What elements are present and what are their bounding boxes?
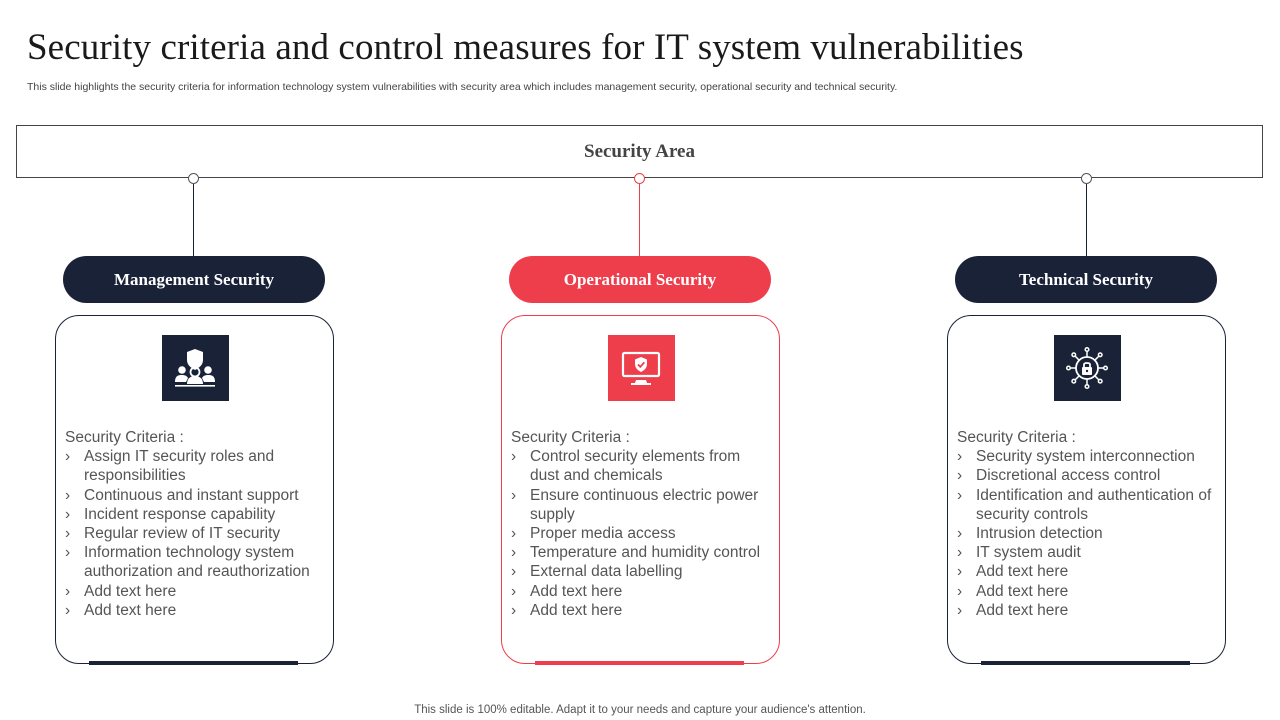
slide-subtitle: This slide highlights the security criteria for information technology system vulnerabilities with security area which includes management security, operational security and technical security. — [27, 81, 898, 93]
management-security-heading-text: Management Security — [113, 269, 275, 289]
connector-dot-operational — [634, 173, 645, 184]
connector-dot-management — [188, 173, 199, 184]
list-item: › Temperature and humidity control — [511, 543, 771, 562]
card-accent-bar — [535, 661, 744, 665]
card-accent-bar — [981, 661, 1190, 665]
list-item: › Add text here — [957, 562, 1217, 581]
list-item: › External data labelling — [511, 562, 771, 581]
management-security-heading — [63, 256, 325, 303]
technical-security-heading-text: Technical Security — [1019, 269, 1153, 289]
card-accent-bar — [89, 661, 298, 665]
slide-title: Security criteria and control measures for IT system vulnerabilities — [27, 27, 1024, 68]
list-item: › Add text here — [957, 601, 1217, 620]
list-item: › Add text here — [65, 601, 325, 620]
slide-footer: This slide is 100% editable. Adapt it to your needs and capture your audience's attention. — [414, 704, 866, 716]
connector-line-technical — [1086, 184, 1087, 256]
list-item: › Control security elements from dust and chemicals — [511, 447, 771, 485]
list-item: › Incident response capability — [65, 505, 325, 524]
technical-criteria — [957, 428, 1217, 620]
connector-dot-technical — [1081, 173, 1092, 184]
criteria-label: Security Criteria : — [511, 429, 630, 446]
security-area-label: Security Area — [584, 140, 695, 162]
list-item: › Add text here — [65, 582, 325, 601]
operational-security-heading-text: Operational Security — [563, 269, 717, 289]
connector-line-operational — [639, 184, 640, 256]
list-item: › Intrusion detection — [957, 524, 1217, 543]
list-item: › Continuous and instant support — [65, 486, 325, 505]
list-item: › IT system audit — [957, 543, 1217, 562]
operational-criteria — [511, 428, 771, 620]
security-area-box — [16, 125, 1263, 178]
list-item: › Security system interconnection — [957, 447, 1217, 466]
list-item: › Add text here — [511, 582, 771, 601]
technical-security-heading — [955, 256, 1217, 303]
monitor-shield-icon — [608, 335, 675, 401]
operational-security-heading — [509, 256, 771, 303]
list-item: › Identification and authentication of security controls — [957, 486, 1217, 524]
network-lock-icon — [1054, 335, 1121, 401]
list-item: › Ensure continuous electric power supply — [511, 486, 771, 524]
technical-security-card — [947, 315, 1226, 664]
management-criteria — [65, 428, 325, 620]
criteria-label: Security Criteria : — [65, 429, 184, 446]
list-item: › Information technology system authorization and reauthorization — [65, 543, 325, 581]
list-item: › Regular review of IT security — [65, 524, 325, 543]
users-shield-icon — [162, 335, 229, 401]
management-security-card — [55, 315, 334, 664]
list-item: › Add text here — [511, 601, 771, 620]
list-item: › Assign IT security roles and responsibilities — [65, 447, 325, 485]
operational-security-card — [501, 315, 780, 664]
list-item: › Proper media access — [511, 524, 771, 543]
list-item: › Add text here — [957, 582, 1217, 601]
criteria-label: Security Criteria : — [957, 429, 1076, 446]
connector-line-management — [193, 184, 194, 256]
list-item: › Discretional access control — [957, 466, 1217, 485]
